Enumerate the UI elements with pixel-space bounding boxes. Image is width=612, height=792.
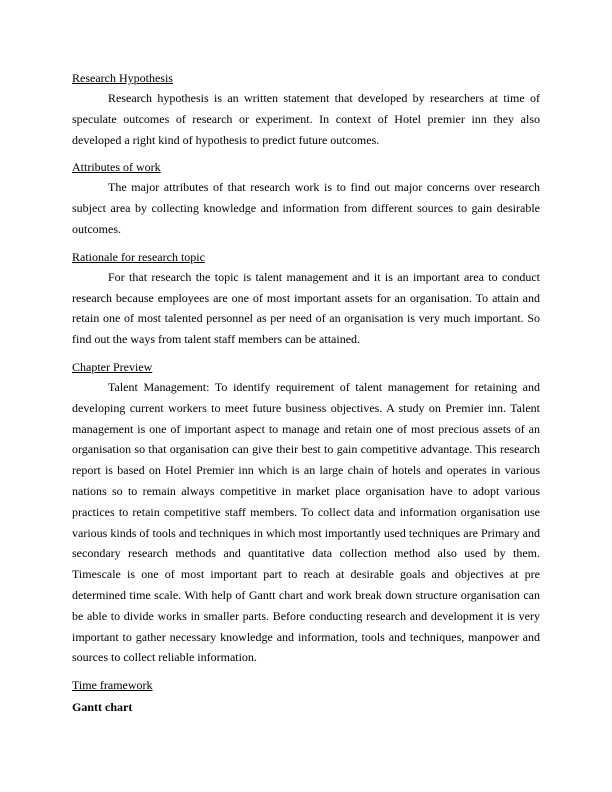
heading-attributes-of-work: Attributes of work: [72, 160, 161, 175]
paragraph-research-hypothesis: Research hypothesis is an written statement that developed by researchers at time of speculate outcomes of research or experiment. In context of Hotel premier inn they also developed a right kind of hypothesis to predict future outcomes.: [72, 91, 540, 147]
heading-chapter-preview: Chapter Preview: [72, 359, 153, 374]
subheading-gantt-chart: Gantt chart: [72, 700, 133, 715]
paragraph-rationale: For that research the topic is talent management and it is an important area to conduct research because employees are one of most important assets for an organisation. To attain and retain one of most talented personnel as per need of an organisation is very much important. So find out the ways from talent staff members can be attained.: [72, 269, 540, 347]
heading-rationale: Rationale for research topic: [72, 249, 205, 264]
paragraph-chapter-preview: Talent Management: To identify requirement of talent management for retaining and developing current workers to meet future business objectives. A study on Premier inn. Talent management is one of important aspect to manage and retain one of most precious assets of an organisation so that organisation can give their best to gain competitive advantage. This research report is based on Hotel Premier inn which is an large chain of hotels and operates in various nations so to remain always competitive in market place organisation have to adopt various practices to retain competitive staff members. To collect data and information organisation use various kinds of tools and techniques in which most importantly used techniques are Primary and secondary research methods and quantitative data collection method also used by them. Timescale is one of most important part to reach at desirable goals and objectives at pre determined time scale. With help of Gantt chart and work break down structure organisation can be able to divide works in smaller parts. Before conducting research and development it is very important to gather necessary knowledge and information, tools and techniques, manpower and sources to collect reliable information.: [72, 379, 540, 665]
paragraph-attributes-of-work: The major attributes of that research work is to find out major concerns over research subject area by collecting knowledge and information from different sources to gain desirable outcomes.: [72, 180, 540, 236]
heading-time-framework: Time framework: [72, 678, 153, 693]
heading-research-hypothesis: Research Hypothesis: [72, 71, 173, 85]
document-page: [72, 68, 540, 717]
